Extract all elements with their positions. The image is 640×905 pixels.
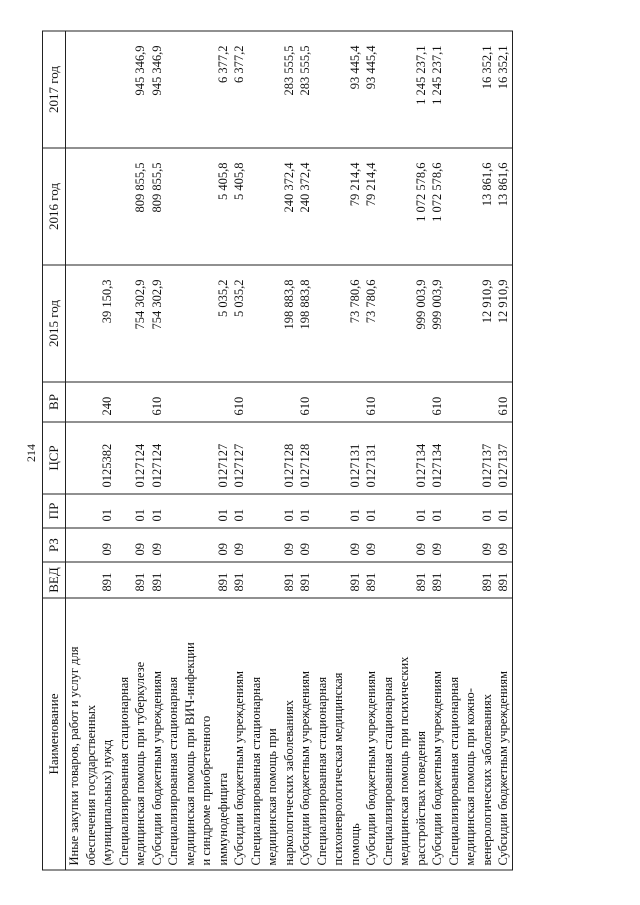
value-2017-text: 945 346,9	[149, 45, 164, 96]
ved-cell-text: 891	[496, 572, 510, 592]
rz-cell	[495, 528, 512, 562]
vr-cell	[149, 382, 166, 422]
vr-cell	[363, 382, 380, 422]
pr-cell	[165, 494, 231, 528]
value-2017	[495, 31, 512, 148]
value-2016	[495, 148, 512, 265]
csr-cell-text: 0127131	[364, 443, 378, 488]
value-2017-text	[99, 46, 116, 144]
rz-cell-text: 09	[215, 543, 230, 556]
value-2016	[429, 148, 446, 265]
csr-cell	[495, 422, 512, 494]
row-name-line: медицинская помощь при психических	[397, 656, 411, 866]
ved-cell	[165, 562, 231, 598]
vr-cell-text: 610	[232, 396, 246, 416]
value-2016-text: 79 214,4	[364, 162, 378, 207]
ved-cell	[149, 562, 166, 598]
ved-cell-text: 891	[479, 572, 494, 592]
csr-cell	[429, 422, 446, 494]
value-2017	[314, 31, 364, 148]
ved-cell-text: 891	[430, 572, 444, 592]
row-name	[363, 598, 380, 870]
header-2017: 2017 год	[43, 31, 66, 148]
row-name-line: Специализированная стационарная	[446, 676, 461, 866]
rz-cell-text: 09	[430, 543, 444, 556]
row-name-line: иммунодефицита	[215, 772, 230, 866]
rz-cell-text: 09	[347, 543, 362, 556]
value-2017	[297, 31, 314, 148]
rz-cell-text: 09	[413, 543, 428, 556]
value-2015	[314, 265, 364, 382]
value-2015-text: 5 035,2	[232, 279, 246, 317]
pr-cell	[495, 494, 512, 528]
rz-cell	[116, 528, 149, 562]
ved-cell	[231, 562, 248, 598]
pr-cell-text: 01	[298, 509, 312, 522]
csr-cell	[248, 422, 298, 494]
value-2017-text: 16 352,1	[479, 45, 494, 90]
row-name-line: наркологических заболеваниях	[281, 699, 296, 866]
value-2017-text: 6 377,2	[232, 45, 246, 83]
header-vr: ВР	[43, 382, 66, 422]
vr-cell-text	[132, 387, 149, 416]
pr-cell-text: 01	[215, 509, 230, 522]
ved-cell-text: 891	[364, 572, 378, 592]
header-ved: ВЕД	[43, 562, 66, 598]
value-2016	[363, 148, 380, 265]
ved-cell	[66, 562, 116, 598]
csr-cell-text: 0125382	[100, 443, 114, 488]
vr-cell-text: 610	[298, 396, 312, 416]
csr-cell-text: 0127128	[298, 443, 312, 488]
row-name-line: Специализированная стационарная	[166, 676, 180, 866]
value-2015-text: 39 150,3	[100, 279, 114, 324]
pr-cell-text: 01	[430, 509, 444, 522]
pr-cell	[446, 494, 496, 528]
value-2016-text: 809 855,5	[149, 162, 164, 213]
csr-cell-text: 0127127	[232, 443, 246, 488]
value-2015	[66, 265, 116, 382]
pr-cell	[231, 494, 248, 528]
ved-cell	[297, 562, 314, 598]
value-2016	[231, 148, 248, 265]
vr-cell-text	[281, 387, 298, 416]
rz-cell-text: 09	[496, 543, 510, 556]
header-rz: РЗ	[43, 528, 66, 562]
rz-cell-text: 09	[149, 543, 164, 556]
value-2017	[429, 31, 446, 148]
row-name-line: Субсидии бюджетным учреждениям	[298, 670, 312, 866]
table-row	[116, 31, 149, 870]
vr-cell	[66, 382, 116, 422]
value-2016-text: 240 372,4	[298, 162, 312, 213]
value-2017-text: 93 445,4	[364, 45, 378, 90]
csr-cell-text: 0127134	[430, 443, 444, 488]
value-2016	[165, 148, 231, 265]
value-2015	[231, 265, 248, 382]
pr-cell-text: 01	[479, 509, 494, 522]
vr-cell-text: 240	[100, 396, 114, 416]
ved-cell	[314, 562, 364, 598]
value-2015-text: 12 910,9	[479, 279, 494, 324]
vr-cell	[165, 382, 231, 422]
value-2015-text: 754 302,9	[133, 279, 147, 330]
pr-cell-text: 01	[347, 509, 362, 522]
value-2016-text: 13 861,6	[479, 162, 494, 207]
vr-cell-text: 610	[149, 396, 164, 416]
pr-cell	[248, 494, 298, 528]
vr-cell	[314, 382, 364, 422]
value-2015	[149, 265, 166, 382]
header-csr: ЦСР	[43, 422, 66, 494]
vr-cell-text	[215, 387, 232, 416]
ved-cell-text: 891	[298, 572, 312, 592]
header-2016: 2016 год	[43, 148, 66, 265]
value-2016-text: 1 072 578,6	[430, 162, 444, 222]
vr-cell	[446, 382, 496, 422]
vr-cell-text	[347, 387, 364, 416]
vr-cell-text: 610	[496, 396, 510, 416]
row-name-line: Субсидии бюджетным учреждениям	[364, 670, 378, 866]
row-name	[231, 598, 248, 870]
table-row	[165, 31, 231, 870]
value-2016-text: 79 214,4	[347, 162, 362, 207]
csr-cell	[380, 422, 430, 494]
value-2016	[149, 148, 166, 265]
pr-cell	[363, 494, 380, 528]
pr-cell	[314, 494, 364, 528]
rz-cell	[314, 528, 364, 562]
rz-cell	[429, 528, 446, 562]
value-2017	[66, 31, 116, 148]
ved-cell-text: 891	[100, 572, 114, 592]
csr-cell	[66, 422, 116, 494]
value-2017	[446, 31, 496, 148]
csr-cell	[149, 422, 166, 494]
row-name-line: Субсидии бюджетным учреждениям	[149, 670, 164, 866]
csr-cell	[446, 422, 496, 494]
value-2017-text: 283 555,5	[298, 45, 312, 96]
ved-cell-text: 891	[133, 572, 147, 592]
ved-cell	[363, 562, 380, 598]
csr-cell-text: 0127134	[413, 443, 428, 488]
rz-cell	[446, 528, 496, 562]
value-2017	[380, 31, 430, 148]
vr-cell	[495, 382, 512, 422]
rotated-page-content	[20, 26, 620, 881]
value-2015-text: 12 910,9	[496, 279, 510, 324]
row-name-line: Иные закупки товаров, работ и услуг для	[67, 646, 81, 866]
ved-cell-text: 891	[347, 572, 362, 592]
value-2016	[116, 148, 149, 265]
value-2017-text: 945 346,9	[133, 45, 147, 96]
value-2017-text: 283 555,5	[281, 45, 296, 96]
value-2016-text: 809 855,5	[133, 162, 147, 213]
row-name-line: Специализированная стационарная	[116, 676, 131, 866]
table-row	[66, 31, 116, 870]
row-name	[165, 598, 231, 870]
rz-cell-text: 09	[100, 543, 114, 556]
row-name	[314, 598, 364, 870]
csr-cell	[314, 422, 364, 494]
pr-cell-text: 01	[281, 509, 296, 522]
value-2017-text: 1 245 237,1	[430, 45, 444, 105]
pr-cell-text: 01	[133, 509, 147, 522]
value-2016	[248, 148, 298, 265]
csr-cell-text: 0127124	[149, 443, 164, 488]
table-row	[429, 31, 446, 870]
value-2017-text: 6 377,2	[215, 45, 230, 83]
table-row	[495, 31, 512, 870]
vr-cell-text: 610	[430, 396, 444, 416]
row-name	[66, 598, 116, 870]
value-2015-text: 198 883,8	[298, 279, 312, 330]
csr-cell-text: 0127128	[281, 443, 296, 488]
row-name	[149, 598, 166, 870]
value-2017	[149, 31, 166, 148]
table-row	[363, 31, 380, 870]
value-2015-text: 999 003,9	[430, 279, 444, 330]
header-pr: ПР	[43, 494, 66, 528]
csr-cell	[165, 422, 231, 494]
row-name-line: Субсидии бюджетным учреждениям	[496, 670, 510, 866]
ved-cell	[446, 562, 496, 598]
vr-cell-text	[479, 387, 496, 416]
value-2016	[297, 148, 314, 265]
row-name-line: Субсидии бюджетным учреждениям	[232, 670, 246, 866]
value-2016-text: 240 372,4	[281, 162, 296, 213]
ved-cell	[429, 562, 446, 598]
rz-cell	[66, 528, 116, 562]
value-2015	[429, 265, 446, 382]
rz-cell-text: 09	[133, 543, 147, 556]
value-2016	[66, 148, 116, 265]
row-name	[297, 598, 314, 870]
row-name-line: медицинская помощь при ВИЧ-инфекции	[182, 642, 197, 866]
vr-cell	[429, 382, 446, 422]
ved-cell-text: 891	[149, 572, 164, 592]
rz-cell-text: 09	[298, 543, 312, 556]
value-2016-text: 1 072 578,6	[413, 162, 428, 222]
ved-cell	[248, 562, 298, 598]
csr-cell-text: 0127137	[479, 443, 494, 488]
pr-cell-text: 01	[364, 509, 378, 522]
rz-cell	[231, 528, 248, 562]
rz-cell	[380, 528, 430, 562]
pr-cell	[297, 494, 314, 528]
row-name-line: Специализированная стационарная	[314, 676, 329, 866]
pr-cell-text: 01	[100, 509, 114, 522]
ved-cell	[380, 562, 430, 598]
value-2015-text: 754 302,9	[149, 279, 164, 330]
value-2016-text: 5 405,8	[232, 162, 246, 200]
row-name	[446, 598, 496, 870]
value-2017	[363, 31, 380, 148]
ved-cell-text: 891	[215, 572, 230, 592]
ved-cell	[495, 562, 512, 598]
value-2015	[363, 265, 380, 382]
row-name	[116, 598, 149, 870]
csr-cell-text: 0127131	[347, 443, 362, 488]
table-row	[314, 31, 364, 870]
value-2017	[231, 31, 248, 148]
rz-cell-text: 09	[479, 543, 494, 556]
vr-cell	[380, 382, 430, 422]
row-name-line: (муниципальных) нужд	[100, 739, 114, 866]
vr-cell	[248, 382, 298, 422]
value-2015-text: 5 035,2	[215, 279, 230, 317]
value-2017-text: 93 445,4	[347, 45, 362, 90]
ved-cell-text: 891	[232, 572, 246, 592]
csr-cell	[363, 422, 380, 494]
pr-cell	[429, 494, 446, 528]
page-number: 214	[24, 444, 38, 462]
pr-cell	[66, 494, 116, 528]
row-name-line: и синдроме приобретенного	[199, 715, 213, 866]
row-name	[429, 598, 446, 870]
row-name-line: обеспечения государственных	[83, 704, 98, 866]
value-2016-text: 5 405,8	[215, 162, 230, 200]
pr-cell-text: 01	[232, 509, 246, 522]
row-name-line: Специализированная стационарная	[248, 676, 263, 866]
table-row	[149, 31, 166, 870]
rz-cell	[363, 528, 380, 562]
ved-cell	[116, 562, 149, 598]
value-2015-text: 73 780,6	[347, 279, 362, 324]
ved-cell-text: 891	[413, 572, 428, 592]
rz-cell	[248, 528, 298, 562]
table-body	[66, 31, 513, 870]
csr-cell-text: 0127124	[133, 443, 147, 488]
value-2015	[116, 265, 149, 382]
value-2016	[380, 148, 430, 265]
row-name-line: расстройствах поведения	[413, 730, 428, 866]
value-2015	[495, 265, 512, 382]
value-2015-text: 198 883,8	[281, 279, 296, 330]
table-header-row	[43, 31, 66, 870]
value-2015-text: 999 003,9	[413, 279, 428, 330]
row-name-line: Субсидии бюджетным учреждениям	[430, 670, 444, 866]
value-2015	[446, 265, 496, 382]
value-2017	[116, 31, 149, 148]
value-2016-text: 13 861,6	[496, 162, 510, 207]
budget-table	[42, 31, 513, 871]
pr-cell	[149, 494, 166, 528]
pr-cell-text: 01	[496, 509, 510, 522]
value-2017	[165, 31, 231, 148]
vr-cell	[231, 382, 248, 422]
row-name	[380, 598, 430, 870]
row-name	[248, 598, 298, 870]
csr-cell	[116, 422, 149, 494]
value-2016-text	[99, 163, 116, 261]
value-2017-text: 1 245 237,1	[413, 45, 428, 105]
vr-cell	[297, 382, 314, 422]
header-name: Наименование	[43, 598, 66, 870]
vr-cell-text: 610	[364, 396, 378, 416]
pr-cell	[380, 494, 430, 528]
csr-cell	[231, 422, 248, 494]
rz-cell-text: 09	[281, 543, 296, 556]
rz-cell-text: 09	[364, 543, 378, 556]
row-name	[495, 598, 512, 870]
value-2017	[248, 31, 298, 148]
csr-cell	[297, 422, 314, 494]
rz-cell	[165, 528, 231, 562]
row-name-line: медицинская помощь при кожно-	[463, 688, 477, 866]
value-2015	[248, 265, 298, 382]
value-2016	[314, 148, 364, 265]
pr-cell	[116, 494, 149, 528]
row-name-line: венерологических заболеваниях	[479, 694, 494, 866]
row-name-line: психоневрологическая медицинская	[331, 672, 345, 866]
row-name-line: медицинская помощь при	[265, 728, 279, 866]
ved-cell-text: 891	[281, 572, 296, 592]
row-name-line: медицинская помощь при туберкулезе	[133, 661, 147, 866]
table-row	[297, 31, 314, 870]
value-2015	[165, 265, 231, 382]
pr-cell-text: 01	[413, 509, 428, 522]
vr-cell-text	[413, 387, 430, 416]
csr-cell-text: 0127137	[496, 443, 510, 488]
pr-cell-text: 01	[149, 509, 164, 522]
rz-cell	[149, 528, 166, 562]
row-name-line: Специализированная стационарная	[380, 676, 395, 866]
table-row	[231, 31, 248, 870]
header-2015: 2015 год	[43, 265, 66, 382]
value-2015	[380, 265, 430, 382]
table-row	[446, 31, 496, 870]
table-row	[248, 31, 298, 870]
rz-cell	[297, 528, 314, 562]
value-2016	[446, 148, 496, 265]
csr-cell-text: 0127127	[215, 443, 230, 488]
row-name-line: помощь	[347, 823, 362, 866]
value-2017-text: 16 352,1	[496, 45, 510, 90]
value-2015	[297, 265, 314, 382]
rz-cell-text: 09	[232, 543, 246, 556]
table-row	[380, 31, 430, 870]
vr-cell	[116, 382, 149, 422]
value-2015-text: 73 780,6	[364, 279, 378, 324]
